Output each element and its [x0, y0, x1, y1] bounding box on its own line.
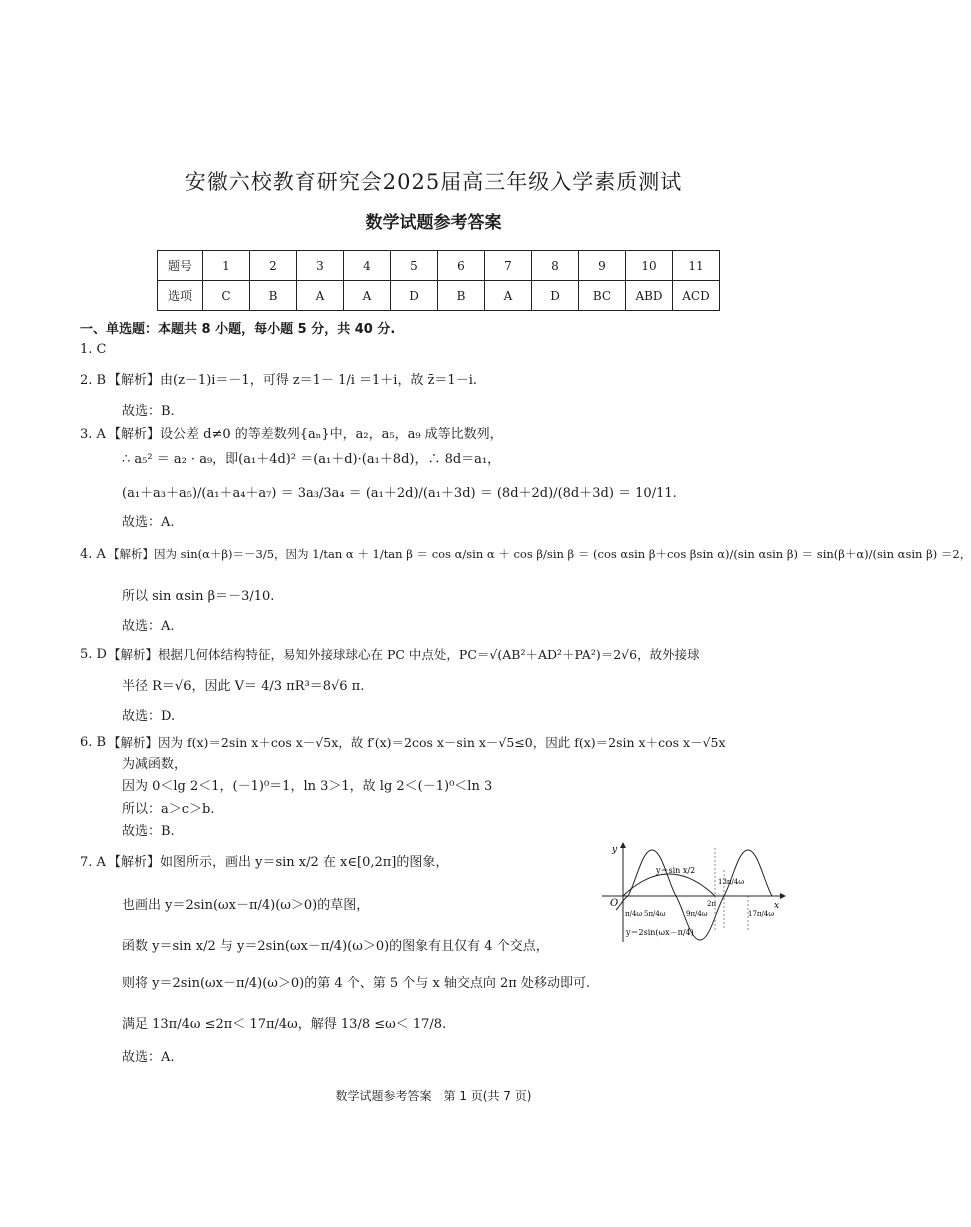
question-1-number: 1. C: [80, 342, 107, 357]
table-cell: 4: [344, 251, 391, 281]
question-4-line-1: 【解析】因为 sin(α＋β)＝－3/5，因为 1/tan α ＋ 1/tan β ＝ cos α/sin α ＋ cos β/sin β ＝ (cos αsin β＋cos βsin α)/(sin αsin β) ＝ sin(β＋α)/(sin αsin β) ＝2，: [108, 547, 971, 561]
question-7-line-1: 【解析】如图所示，画出 y＝sin x/2 在 x∈[0,2π]的图象，: [108, 855, 449, 870]
question-6-line-1: 【解析】因为 f(x)＝2sin x＋cos x－√5x，故 f′(x)＝2cos x－sin x－√5≤0，因此 f(x)＝2sin x＋cos x－√5x: [108, 735, 726, 750]
curve-label-sin-half-x: y＝sin x/2: [656, 866, 696, 875]
tick-label: 5π/4ω: [644, 910, 666, 918]
table-cell: A: [344, 281, 391, 311]
omega-sine-curve: [616, 850, 775, 940]
question-3-conclusion: 故选：A.: [122, 515, 175, 530]
curve-label-omega-sine: y＝2sin(ωx－π/4): [626, 928, 694, 937]
question-3-line-2: ∴ a₅² ＝ a₂ · a₉，即(a₁＋4d)² ＝(a₁＋d)·(a₁＋8d)，∴ 8d＝a₁，: [122, 452, 501, 467]
sine-graph-figure: [598, 840, 788, 946]
table-cell: 1: [203, 251, 250, 281]
question-4-number: 4. A: [80, 547, 106, 562]
answer-table-row-answers: [158, 281, 720, 311]
tick-label: 17π/4ω: [748, 910, 775, 918]
tick-label: 13π/4ω: [718, 878, 745, 886]
question-7-line-5: 满足 13π/4ω ≤2π＜ 17π/4ω，解得 13/8 ≤ω＜ 17/8.: [122, 1017, 447, 1032]
question-6-line-3: 因为 0＜lg 2＜1，(－1)⁰＝1，ln 3＞1，故 lg 2＜(－1)⁰＜ln 3: [122, 779, 493, 794]
question-3-line-1: 【解析】设公差 d≠0 的等差数列{aₙ}中，a₂，a₅，a₉ 成等比数列，: [108, 427, 503, 442]
table-cell: A: [485, 281, 532, 311]
tick-label: 9π/4ω: [686, 910, 708, 918]
question-5-conclusion: 故选：D.: [122, 709, 176, 724]
table-cell: 5: [391, 251, 438, 281]
question-7-line-4: 则将 y＝2sin(ωx－π/4)(ω＞0)的第 4 个、第 5 个与 x 轴交点向 2π 处移动即可.: [122, 976, 591, 991]
table-cell: B: [250, 281, 297, 311]
page-subtitle: 数学试题参考答案: [365, 213, 502, 233]
y-axis-arrow: [620, 842, 626, 848]
question-6-conclusion: 故选：B.: [122, 824, 175, 839]
question-6-line-2: 为减函数，: [122, 757, 188, 772]
table-cell: D: [391, 281, 438, 311]
question-2-number: 2. B: [80, 373, 107, 388]
answer-table: [157, 250, 720, 311]
table-cell: BC: [579, 281, 626, 311]
question-5-line-2: 半径 R＝√6，因此 V＝ 4/3 πR³＝8√6 π.: [122, 679, 365, 694]
table-cell: 11: [673, 251, 720, 281]
question-6-number: 6. B: [80, 735, 107, 750]
table-cell: 2: [250, 251, 297, 281]
tick-label: 2π: [707, 900, 717, 908]
x-axis-label: x: [774, 901, 780, 911]
question-3-line-3: (a₁＋a₃＋a₅)/(a₁＋a₄＋a₇) ＝ 3a₃/3a₄ ＝ (a₁＋2d)/(a₁＋3d) ＝ (8d＋2d)/(8d＋3d) ＝ 10/11.: [122, 486, 677, 501]
table-cell: 7: [485, 251, 532, 281]
question-5-number: 5. D: [80, 647, 107, 662]
question-7-number: 7. A: [80, 855, 106, 870]
page-footer: 数学试题参考答案 第 1 页(共 7 页): [335, 1089, 532, 1103]
question-5-line-1: 【解析】根据几何体结构特征，易知外接球球心在 PC 中点处，PC＝√(AB²＋AD²＋PA²)＝2√6，故外接球: [108, 647, 700, 662]
table-header-cell: 选项: [158, 281, 203, 311]
question-4-conclusion: 故选：A.: [122, 619, 175, 634]
table-cell: 10: [626, 251, 673, 281]
page-title: 安徽六校教育研究会2025届高三年级入学素质测试: [184, 170, 683, 194]
question-7-conclusion: 故选：A.: [122, 1050, 175, 1065]
question-2-solution: 【解析】由(z－1)i＝－1，可得 z＝1－ 1/i ＝1＋i，故 z̄＝1－i.: [108, 373, 477, 388]
question-2-conclusion: 故选：B.: [122, 404, 175, 419]
question-7-line-2: 也画出 y＝2sin(ωx－π/4)(ω＞0)的草图，: [122, 898, 370, 913]
table-header-cell: 题号: [158, 251, 203, 281]
table-cell: A: [297, 281, 344, 311]
x-axis-arrow: [780, 893, 786, 899]
table-cell: 6: [438, 251, 485, 281]
question-4-line-2: 所以 sin αsin β＝－3/10.: [122, 589, 275, 604]
table-cell: 8: [532, 251, 579, 281]
table-cell: 3: [297, 251, 344, 281]
question-3-number: 3. A: [80, 427, 106, 442]
table-cell: ABD: [626, 281, 673, 311]
question-6-line-4: 所以：a＞c＞b.: [122, 802, 215, 817]
tick-label: π/4ω: [625, 910, 643, 918]
origin-label: O: [610, 898, 619, 909]
table-cell: C: [203, 281, 250, 311]
y-axis-label: y: [612, 845, 618, 855]
sin-half-x-curve: [623, 874, 715, 896]
table-cell: D: [532, 281, 579, 311]
answer-table-row-numbers: [158, 251, 720, 281]
section-heading: 一、单选题：本题共 8 小题，每小题 5 分，共 40 分.: [80, 322, 396, 337]
question-7-line-3: 函数 y＝sin x/2 与 y＝2sin(ωx－π/4)(ω＞0)的图象有且仅有 4 个交点，: [122, 939, 549, 954]
table-cell: ACD: [673, 281, 720, 311]
table-cell: B: [438, 281, 485, 311]
table-cell: 9: [579, 251, 626, 281]
